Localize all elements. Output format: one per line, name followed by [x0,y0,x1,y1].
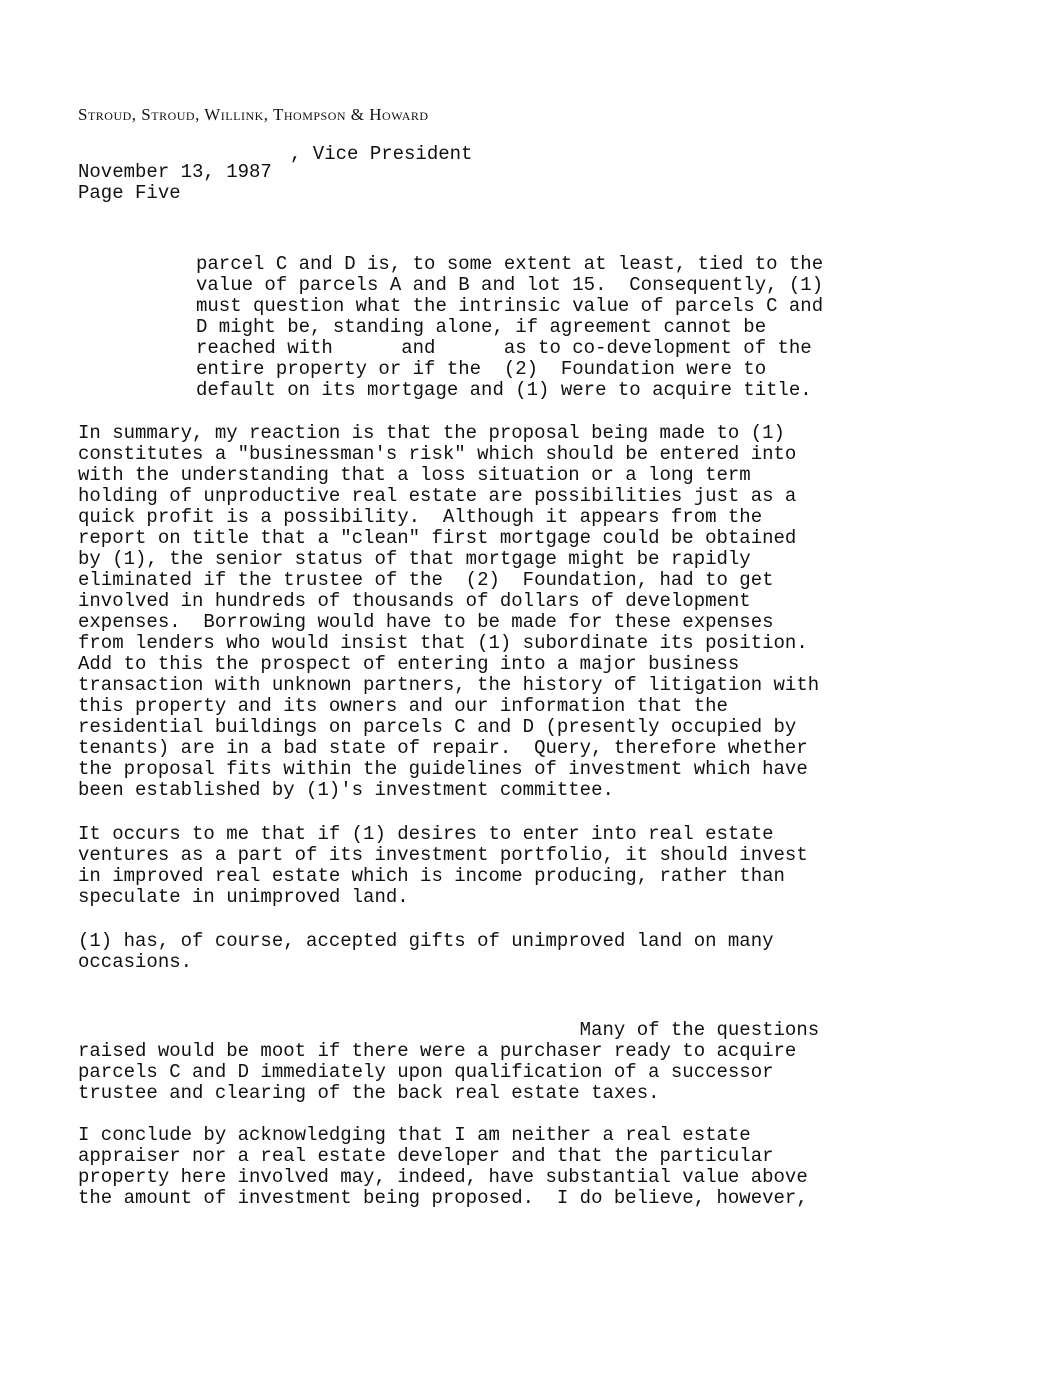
text-line: the proposal fits within the guidelines of investment which have [78,758,808,780]
text-line: raised would be moot if there were a purchaser ready to acquire [78,1040,797,1062]
text-line: parcels C and D immediately upon qualification of a successor [78,1061,774,1083]
letter-date: November 13, 1987 [78,161,272,183]
text-line: in improved real estate which is income producing, rather than [78,865,785,887]
text-line: reached with and as to co-development of the [196,337,812,359]
text-line: transaction with unknown partners, the history of litigation with [78,674,820,696]
text-line: entire property or if the (2) Foundation were to [196,358,767,380]
text-line: speculate in unimproved land. [78,886,409,908]
text-line: the amount of investment being proposed. I do believe, however, [78,1187,808,1209]
text-line: occasions. [78,951,193,973]
text-line: value of parcels A and B and lot 15. Consequently, (1) [196,274,824,296]
text-line: I conclude by acknowledging that I am neither a real estate [78,1124,751,1146]
page-number: Page Five [78,182,181,204]
text-line: must question what the intrinsic value of parcels C and [196,295,824,317]
text-line: expenses. Borrowing would have to be made for these expenses [78,611,774,633]
letterhead: Stroud, Stroud, Willink, Thompson & Howard [78,105,429,124]
text-line: It occurs to me that if (1) desires to enter into real estate [78,823,774,845]
text-line: eliminated if the trustee of the (2) Foundation, had to get [78,569,774,591]
text-line: appraiser nor a real estate developer and that the particular [78,1145,774,1167]
text-line: from lenders who would insist that (1) subordinate its position. [78,632,808,654]
text-line: holding of unproductive real estate are possibilities just as a [78,485,797,507]
addressee-line: , Vice President [290,143,473,165]
text-line: this property and its owners and our information that the [78,695,728,717]
text-line: In summary, my reaction is that the proposal being made to (1) [78,422,785,444]
text-line: ventures as a part of its investment portfolio, it should invest [78,844,808,866]
text-line: quick profit is a possibility. Although it appears from the [78,506,763,528]
text-line: constitutes a "businessman's risk" which should be entered into [78,443,797,465]
text-line: trustee and clearing of the back real estate taxes. [78,1082,660,1104]
text-line: Many of the questions [78,1019,820,1041]
text-line: with the understanding that a loss situation or a long term [78,464,751,486]
text-line: (1) has, of course, accepted gifts of unimproved land on many [78,930,774,952]
text-line: been established by (1)'s investment committee. [78,779,614,801]
text-line: Add to this the prospect of entering into a major business [78,653,740,675]
text-line: property here involved may, indeed, have substantial value above [78,1166,808,1188]
text-line: tenants) are in a bad state of repair. Query, therefore whether [78,737,808,759]
text-line: residential buildings on parcels C and D (presently occupied by [78,716,797,738]
text-line: parcel C and D is, to some extent at least, tied to the [196,253,824,275]
text-line: by (1), the senior status of that mortgage might be rapidly [78,548,751,570]
text-line: report on title that a "clean" first mortgage could be obtained [78,527,797,549]
text-line: involved in hundreds of thousands of dollars of development [78,590,751,612]
text-line: default on its mortgage and (1) were to acquire title. [196,379,812,401]
text-line: D might be, standing alone, if agreement cannot be [196,316,767,338]
